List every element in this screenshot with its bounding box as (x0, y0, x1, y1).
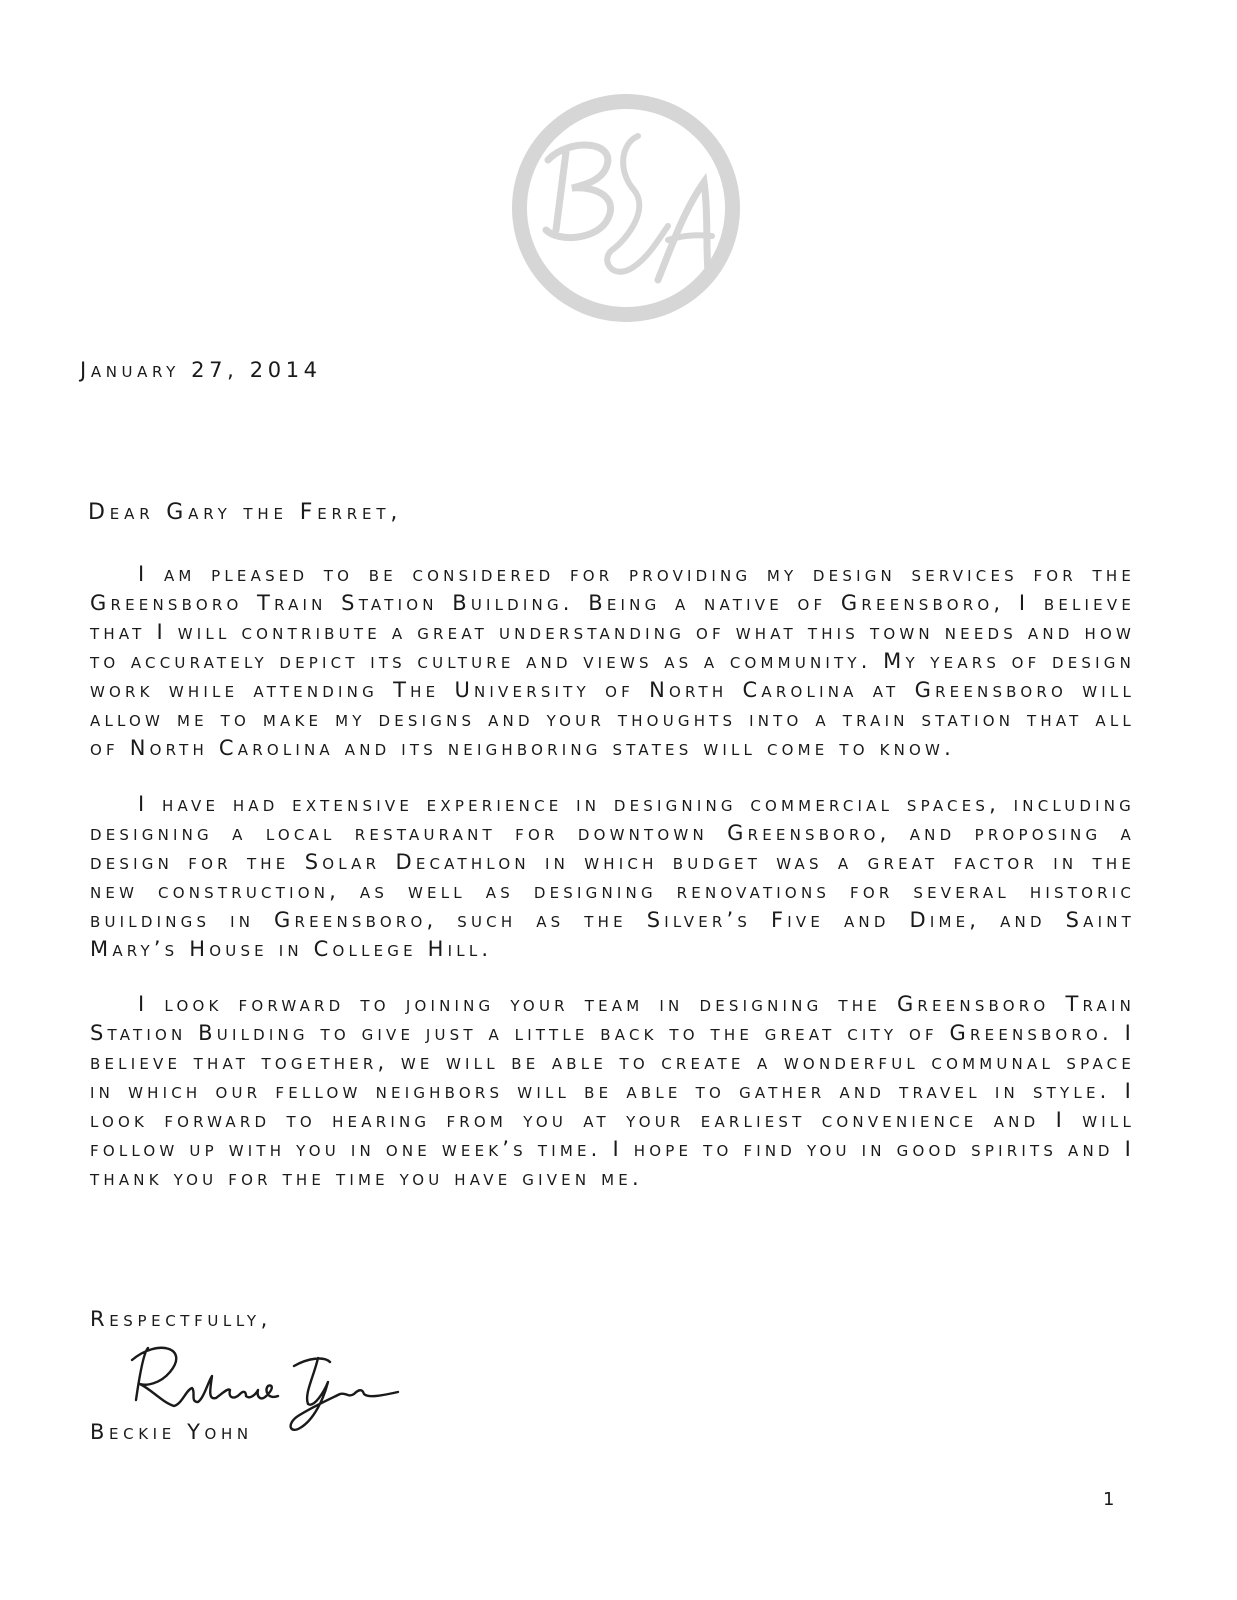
body-paragraph-3: I look forward to joining your team in designing the Greensboro Train Station Building to give just a little back to the great city of Greensboro. I believe that together, we will be able to create a wonderful communal space in which our fellow neighbors will be able to gather and travel in style. I look forward to hearing from you at your earliest convenience and I will follow up with you in one week’s time. I hope to find you in good spirits and I thank you for the time you have given me. (90, 992, 1135, 1190)
page-number: 1 (1103, 1489, 1115, 1510)
signer-name: Beckie Yohn (90, 1420, 253, 1444)
body-paragraph-2: I have had extensive experience in designing commercial spaces, including designing a local restaurant for downtown Greensboro, and proposing a design for the Solar Decathlon in which budget was a great factor in the new construction, as well as designing renovations for several historic buildings in Greensboro, such as the Silver’s Five and Dime, and Saint Mary’s House in College Hill. (90, 792, 1135, 961)
letter-date: January 27, 2014 (80, 358, 322, 382)
body-paragraph-1: I am pleased to be considered for providing my design services for the Greensboro Train Station Building. Being a native of Greensboro, I believe that I will contribute a great understanding of what this town needs and how to accurately depict its culture and views as a community. My years of design work while attending The University of North Carolina at Greensboro will allow me to make my designs and your thoughts into a train station that all of North Carolina and its neighboring states will come to know. (90, 562, 1135, 760)
salutation: Dear Gary the Ferret, (88, 500, 403, 525)
monogram-seal-icon (508, 90, 744, 326)
closing: Respectfully, (90, 1307, 272, 1331)
